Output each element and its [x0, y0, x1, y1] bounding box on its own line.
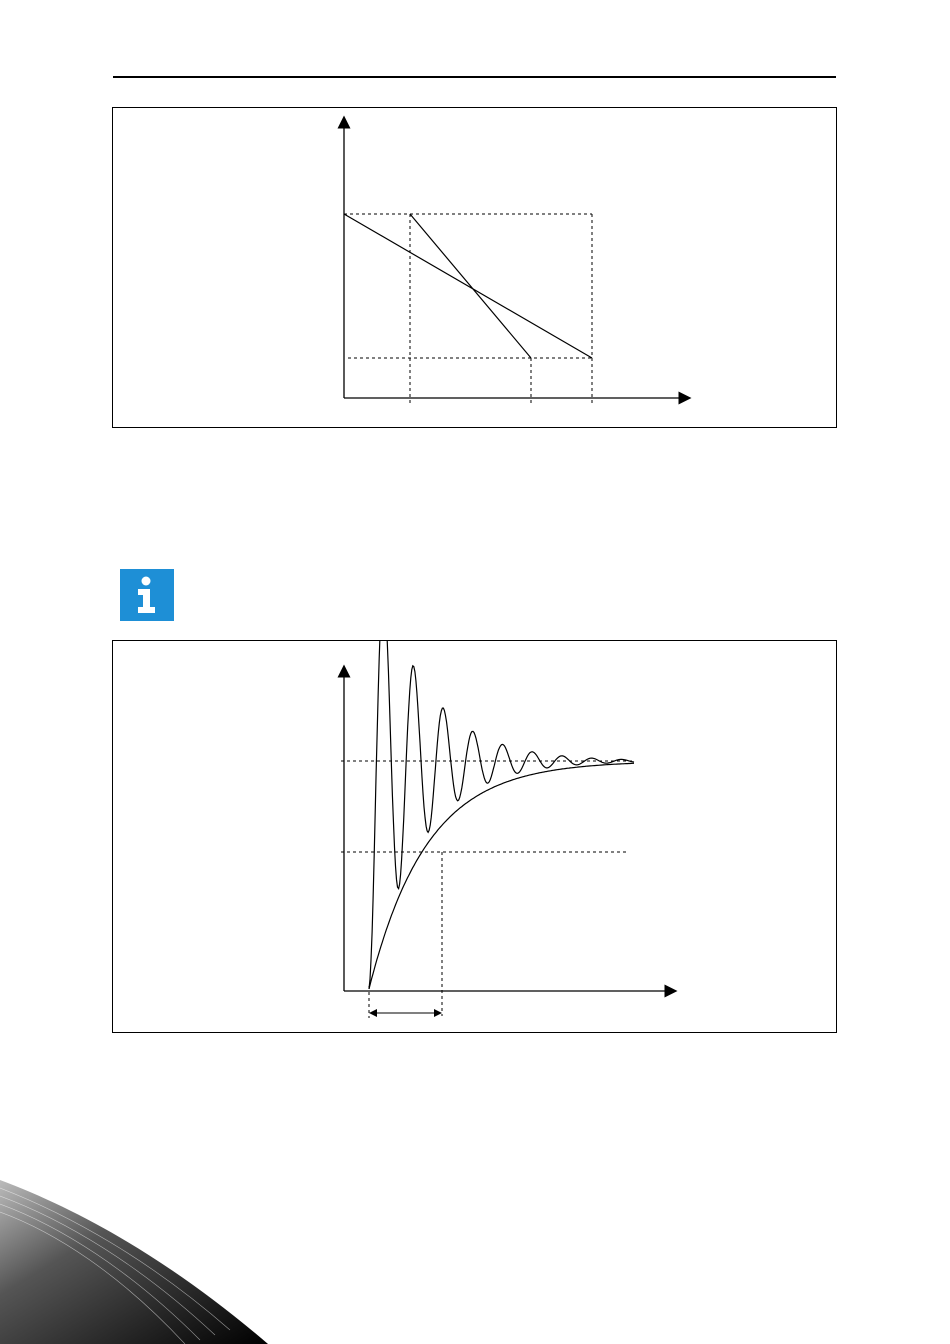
ramp-figure	[112, 107, 837, 428]
step-response-figure	[112, 640, 837, 1033]
exponential-rise-curve	[369, 763, 634, 989]
damped-oscillation-curve	[369, 641, 634, 989]
shallow-ramp-line	[344, 214, 592, 358]
ramp-diagram	[113, 108, 838, 429]
dashed-guides	[341, 761, 633, 1018]
brand-swoosh	[0, 1170, 270, 1344]
header-rule	[113, 76, 836, 78]
info-icon	[120, 569, 174, 621]
steep-ramp-line	[410, 214, 531, 358]
step-response-diagram	[113, 641, 838, 1034]
dashed-guides	[344, 214, 592, 406]
